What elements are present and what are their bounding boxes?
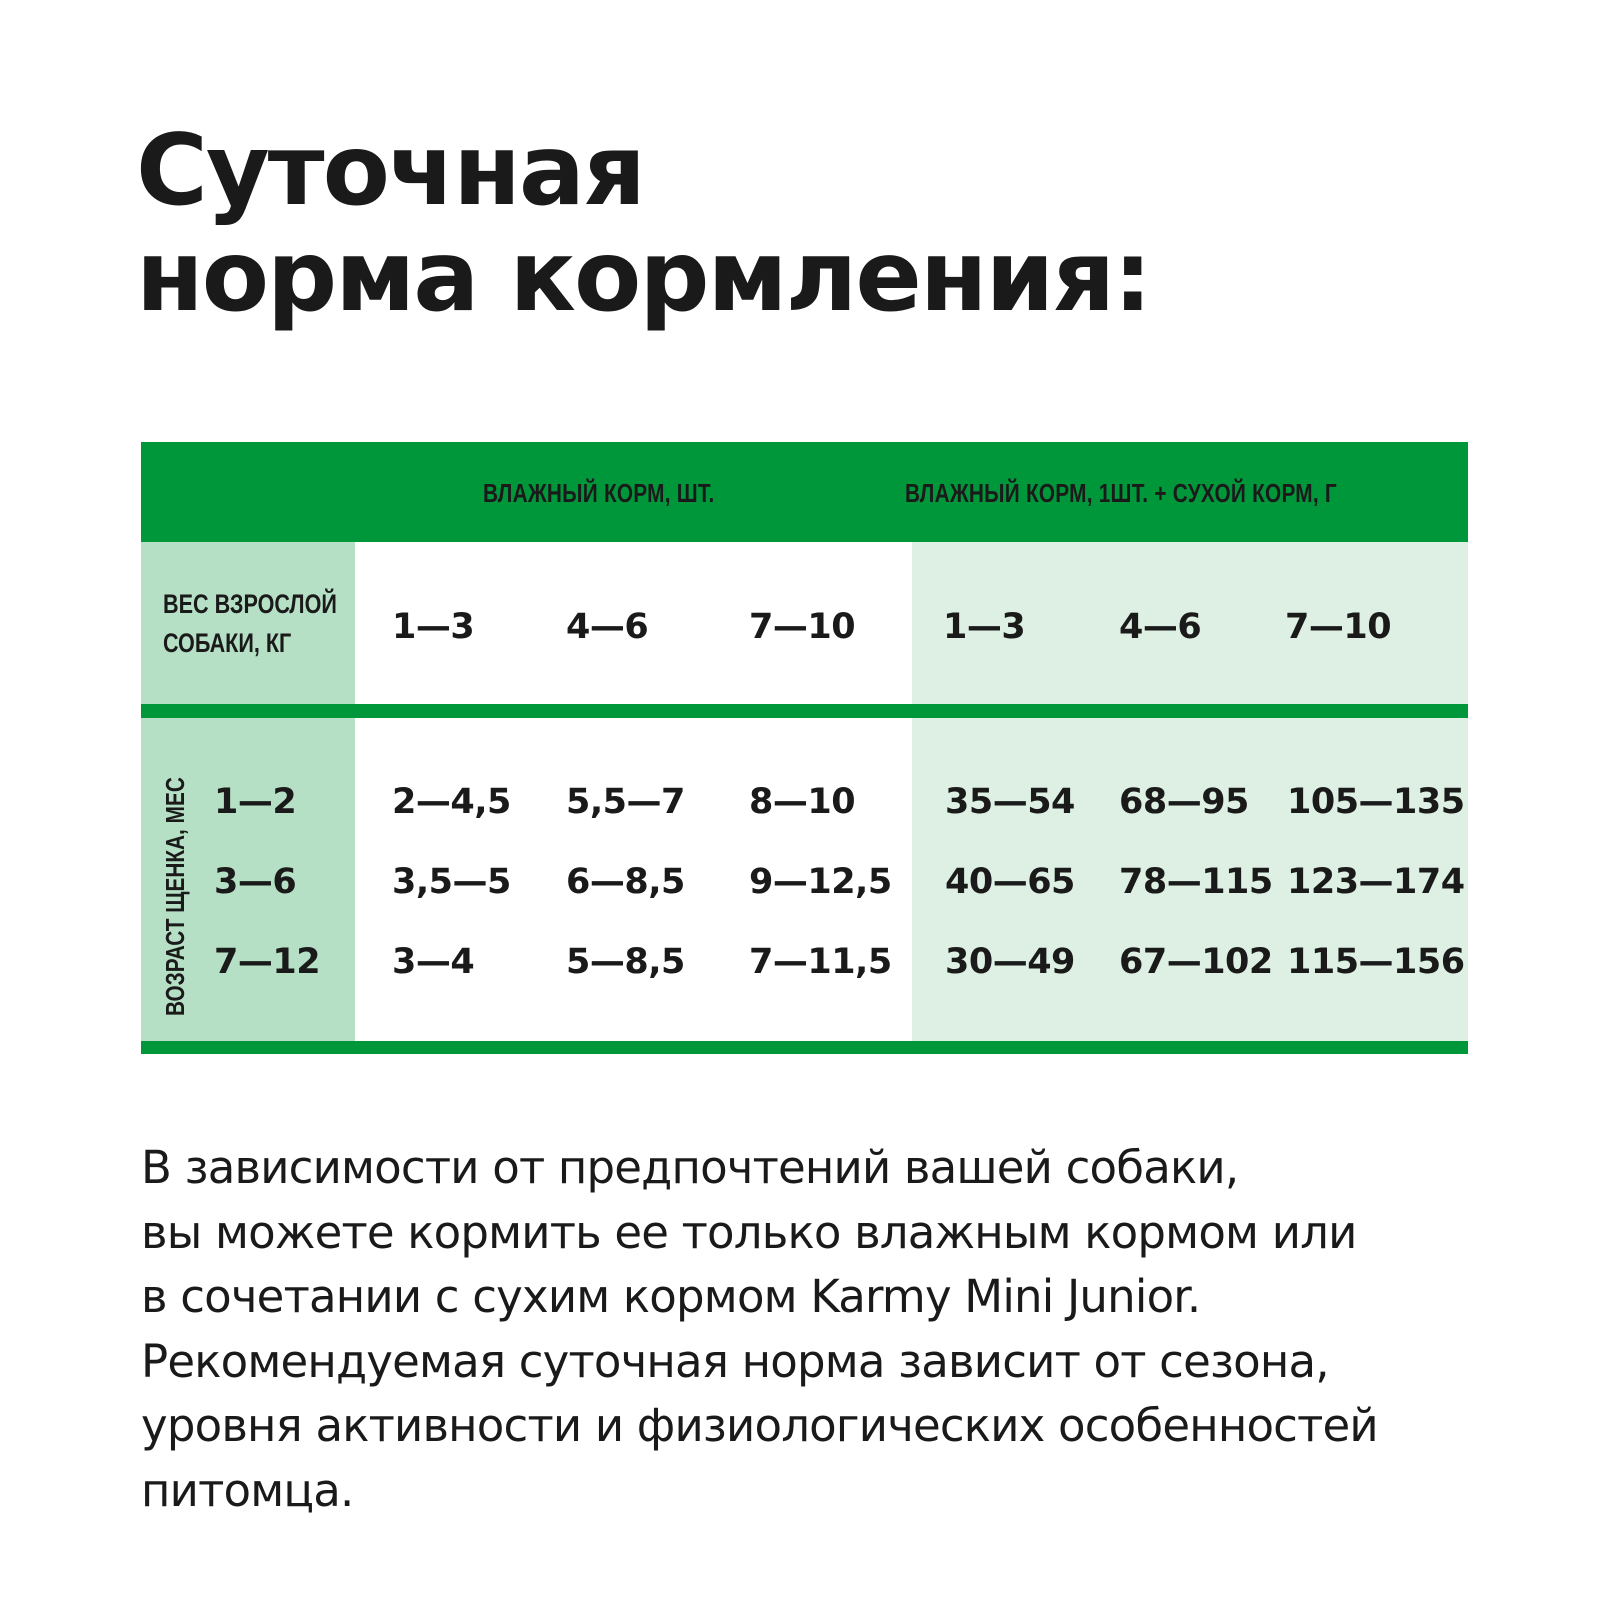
table-cell: 2—4,5: [392, 782, 511, 822]
age-label: ВОЗРАСТ ЩЕНКА, МЕС: [160, 777, 190, 1016]
table-cell: 115—156: [1287, 942, 1465, 982]
table-cell: 9—12,5: [749, 862, 892, 902]
weight-range-mixed-3: 7—10: [1285, 607, 1392, 647]
table-cell: 3,5—5: [392, 862, 511, 902]
weight-range-wet-2: 4—6: [566, 607, 649, 647]
table-cell: 8—10: [749, 782, 856, 822]
age-value-row-3: 7—12: [214, 942, 321, 982]
description: [141, 1136, 1471, 1523]
weight-range-wet-3: 7—10: [749, 607, 856, 647]
table-cell: 7—11,5: [749, 942, 892, 982]
table-cell: 105—135: [1287, 782, 1465, 822]
table-header-band: [141, 442, 1468, 542]
table-cell: 123—174: [1287, 862, 1465, 902]
weight-label-line-1: ВЕС ВЗРОСЛОЙ: [163, 589, 337, 619]
weight-label-line-2: СОБАКИ, КГ: [163, 628, 292, 658]
table-cell: 78—115: [1119, 862, 1273, 902]
weight-range-mixed-1: 1—3: [943, 607, 1026, 647]
table-cell: 5,5—7: [566, 782, 685, 822]
description-line: в сочетании с сухим кормом Karmy Mini Junior.: [141, 1270, 1201, 1323]
description-line: В зависимости от предпочтений вашей собаки,: [141, 1141, 1239, 1194]
table-cell: 3—4: [392, 942, 475, 982]
table-cell: 5—8,5: [566, 942, 685, 982]
page-title-line-2: норма кормления:: [136, 220, 1151, 334]
age-value-row-1: 1—2: [214, 782, 297, 822]
table-divider: [141, 704, 1468, 718]
page-title: [136, 114, 1151, 334]
page-title-line-1: Суточная: [136, 114, 644, 228]
weight-range-wet-1: 1—3: [392, 607, 475, 647]
table-cell: 35—54: [945, 782, 1075, 822]
table-cell: 68—95: [1119, 782, 1249, 822]
weight-range-mixed-2: 4—6: [1119, 607, 1202, 647]
description-line: питомца.: [141, 1463, 354, 1517]
age-value-row-2: 3—6: [214, 862, 297, 902]
table-cell: 6—8,5: [566, 862, 685, 902]
header-wet-food: ВЛАЖНЫЙ КОРМ, ШТ.: [483, 478, 715, 508]
table-footer-band: [141, 1041, 1468, 1054]
description-line: вы можете кормить ее только влажным кормом или: [141, 1205, 1357, 1259]
weight-label: [163, 585, 337, 663]
table-cell: 67—102: [1119, 942, 1273, 982]
table-cell: 30—49: [945, 942, 1075, 982]
header-wet-plus-dry-food: ВЛАЖНЫЙ КОРМ, 1ШТ. + СУХОЙ КОРМ, Г: [905, 478, 1337, 508]
description-line: Рекомендуемая суточная норма зависит от сезона,: [141, 1334, 1329, 1388]
table-cell: 40—65: [945, 862, 1075, 902]
description-line: уровня активности и физиологических особенностей: [141, 1399, 1378, 1452]
